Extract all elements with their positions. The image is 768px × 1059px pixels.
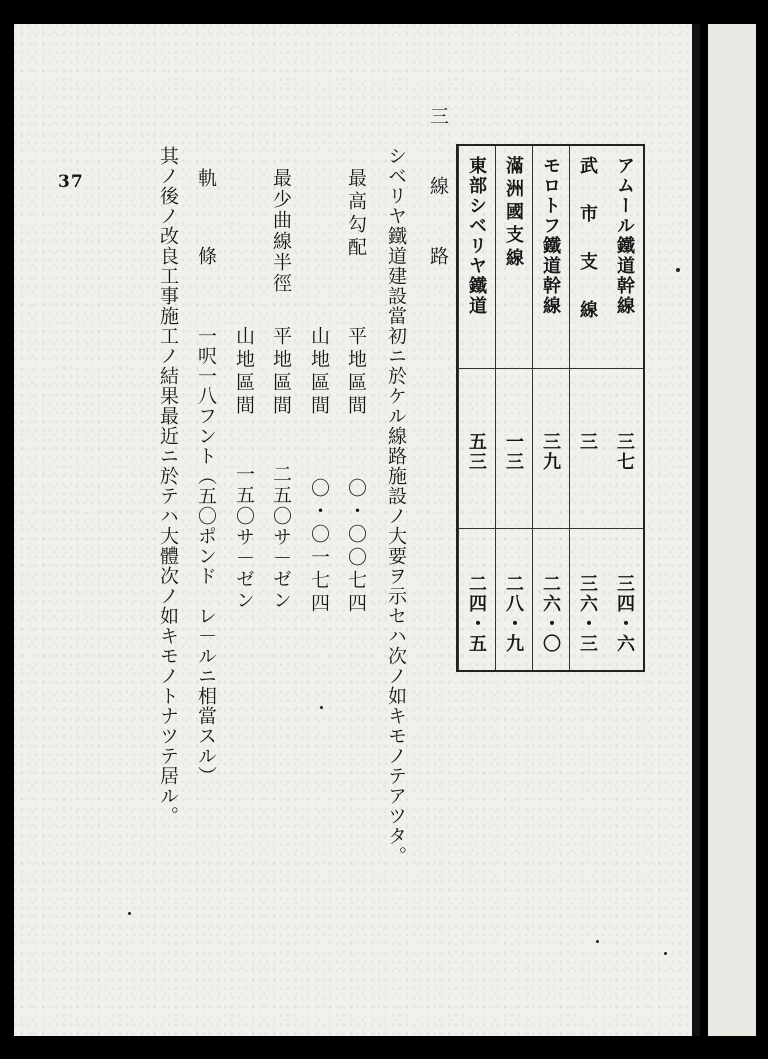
row-value-2: 二四・五 [466, 574, 487, 654]
table-row [495, 146, 532, 670]
closing-paragraph: 其ノ後ノ改良工事施工ノ結果最近ニ於テハ大體次ノ如キモノトナツテ居ル。 [157, 146, 179, 826]
gradient-flat-value: 〇・〇〇七四 [345, 478, 367, 616]
row-name: モロトフ鐵道幹線 [540, 156, 561, 316]
curve-mountain-value: 一五〇サ－ゼン [233, 464, 255, 611]
table-row [532, 146, 569, 670]
row-value-1: 三 [577, 432, 598, 452]
row-value-1: 三九 [540, 432, 561, 472]
intro-paragraph: シベリヤ鐵道建設當初ニ於ケル線路施設ノ大要ヲ示セハ次ノ如キモノテアツタ。 [385, 146, 407, 866]
table-row [569, 146, 606, 670]
page-edge [692, 24, 700, 1036]
adjacent-page [708, 24, 756, 1036]
row-value-2: 二六・〇 [540, 574, 561, 654]
page-number: 37 [58, 172, 84, 192]
table-row [606, 146, 643, 670]
gradient-mountain-value: 〇・〇一七四 [308, 478, 330, 616]
table-row [458, 146, 495, 670]
gradient-label: 最高勾配 [345, 168, 367, 260]
curve-flat-value: 二五〇サ－ゼン [270, 464, 292, 611]
row-value-1: 五三 [466, 432, 487, 472]
rail-label: 軌 條 [195, 168, 217, 285]
scan-speck [596, 940, 599, 943]
scan-speck [676, 268, 680, 272]
curve-flat-label: 平地區間 [270, 326, 292, 418]
row-value-2: 二八・九 [503, 574, 524, 654]
section-title: 三 線 路 [427, 106, 449, 281]
gradient-flat-label: 平地區間 [345, 326, 367, 418]
curve-label: 最少曲線半徑 [270, 168, 292, 294]
row-name: 滿洲國支線 [503, 156, 524, 271]
row-name: 東部シベリヤ鐵道 [466, 156, 487, 316]
row-name: アムール鐵道幹線 [614, 156, 635, 316]
scan-speck [320, 706, 323, 709]
scan-speck [128, 912, 131, 915]
row-name: 武 市 支 線 [577, 156, 598, 324]
row-value-2: 三六・三 [577, 574, 598, 654]
rail-value: 一呎一八フント（五〇ポンド レ－ルニ相當スル） [195, 326, 217, 786]
railway-table [456, 144, 645, 672]
row-value-2: 三四・六 [614, 574, 635, 654]
curve-mountain-label: 山地區間 [233, 326, 255, 418]
row-value-1: 三七 [614, 432, 635, 472]
gradient-mountain-label: 山地區間 [308, 326, 330, 418]
row-value-1: 一三 [503, 432, 524, 472]
scan-speck [664, 952, 667, 955]
